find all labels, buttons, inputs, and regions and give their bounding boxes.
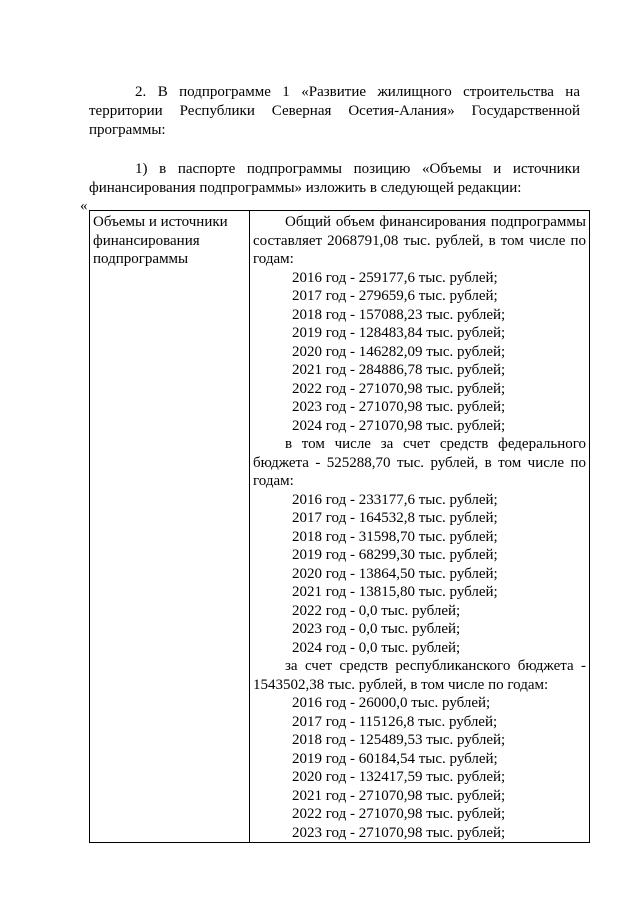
- passport-table: [89, 210, 590, 843]
- total-year-line: 2019 год - 128483,84 тыс. рублей;: [292, 325, 506, 341]
- republic-intro-line: 1543502,38 тыс. рублей, в том числе по годам:: [253, 676, 549, 693]
- republic-year-line: 2023 год - 271070,98 тыс. рублей;: [292, 824, 506, 841]
- federal-year-line: 2021 год - 13815,80 тыс. рублей;: [292, 584, 498, 600]
- federal-intro-line: в том числе за счет средств федерального: [285, 436, 586, 452]
- position-label-cell: [90, 211, 250, 843]
- total-year-line: 2023 год - 271070,98 тыс. рублей;: [292, 399, 506, 415]
- republic-year-line: 2021 год - 271070,98 тыс. рублей;: [292, 787, 506, 804]
- federal-year-line: 2020 год - 13864,50 тыс. рублей;: [292, 565, 498, 582]
- paragraph-passport-change: [89, 160, 580, 198]
- republic-year-line: 2019 год - 60184,54 тыс. рублей;: [292, 750, 498, 767]
- total-year-line: 2024 год - 271070,98 тыс. рублей;: [292, 417, 506, 434]
- republic-year-line: 2016 год - 26000,0 тыс. рублей;: [292, 695, 491, 711]
- federal-year-line: 2016 год - 233177,6 тыс. рублей;: [292, 491, 498, 508]
- republic-year-line: 2018 год - 125489,53 тыс. рублей;: [292, 732, 506, 748]
- text-line: 1) в паспорте подпрограммы позицию «Объемы и источники: [135, 161, 580, 177]
- total-intro-line: Общий объем финансирования подпрограммы: [285, 214, 586, 230]
- table-row: [90, 211, 590, 843]
- label-line: финансирования: [93, 232, 200, 249]
- republic-year-line: 2020 год - 132417,59 тыс. рублей;: [292, 769, 506, 785]
- opening-quote: «: [80, 198, 88, 214]
- federal-year-line: 2018 год - 31598,70 тыс. рублей;: [292, 528, 498, 545]
- total-year-line: 2021 год - 284886,78 тыс. рублей;: [292, 362, 506, 378]
- federal-year-line: 2024 год - 0,0 тыс. рублей;: [292, 639, 461, 656]
- total-intro-line: годам:: [253, 251, 294, 267]
- federal-year-line: 2023 год - 0,0 тыс. рублей;: [292, 621, 461, 637]
- text-line: программы:: [89, 122, 166, 138]
- total-year-line: 2022 год - 271070,98 тыс. рублей;: [292, 380, 506, 397]
- republic-year-line: 2017 год - 115126,8 тыс. рублей;: [292, 713, 498, 730]
- total-year-line: 2018 год - 157088,23 тыс. рублей;: [292, 306, 506, 323]
- federal-year-line: 2017 год - 164532,8 тыс. рублей;: [292, 510, 498, 526]
- text-line: 2. В подпрограмме 1 «Развитие жилищного строительства на: [135, 84, 580, 100]
- total-year-line: 2016 год - 259177,6 тыс. рублей;: [292, 269, 498, 286]
- label-line: Объемы и источники: [93, 214, 228, 230]
- federal-intro-line: годам:: [253, 473, 294, 489]
- federal-year-line: 2019 год - 68299,30 тыс. рублей;: [292, 547, 498, 563]
- federal-year-line: 2022 год - 0,0 тыс. рублей;: [292, 602, 461, 619]
- text-line: территории Республики Северная Осетия-Алания» Государственной: [89, 103, 580, 119]
- total-year-line: 2020 год - 146282,09 тыс. рублей;: [292, 343, 506, 360]
- total-intro-line: составляет 2068791,08 тыс. рублей, в том числе по: [253, 232, 586, 249]
- total-year-line: 2017 год - 279659,6 тыс. рублей;: [292, 288, 498, 304]
- label-line: подпрограммы: [93, 251, 189, 267]
- republic-year-line: 2022 год - 271070,98 тыс. рублей;: [292, 806, 506, 822]
- financing-values-cell: [250, 211, 590, 843]
- federal-intro-line: бюджета - 525288,70 тыс. рублей, в том числе по: [253, 454, 586, 471]
- republic-intro-line: за счет средств республиканского бюджета -: [285, 658, 586, 674]
- text-line: финансирования подпрограммы» изложить в следующей редакции:: [89, 180, 522, 196]
- paragraph-subprogram-1: [89, 83, 580, 140]
